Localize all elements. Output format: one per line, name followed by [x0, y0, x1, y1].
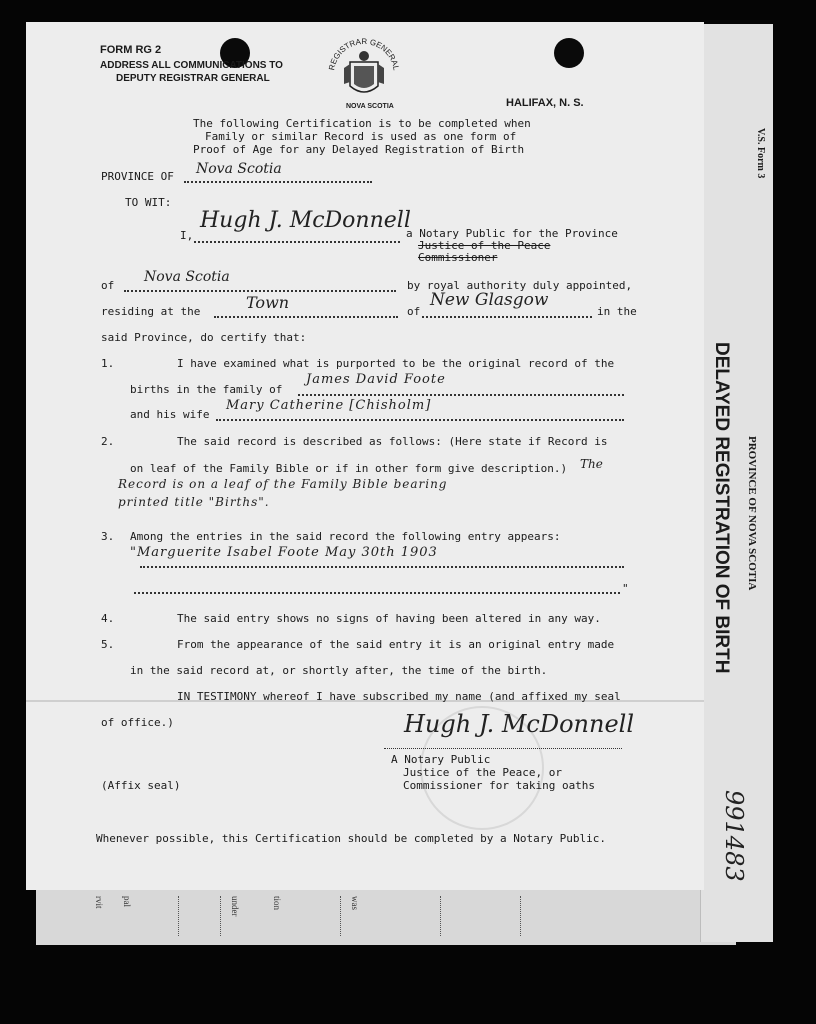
seal-bottom-text: NOVA SCOTIA [346, 103, 394, 110]
side-form-label: V.S. Form 3 [755, 128, 766, 179]
address-line-1: ADDRESS ALL COMMUNICATIONS TO [100, 60, 283, 71]
testimony-line1: IN TESTIMONY whereof I have subscribed my name (and affixed my seal [177, 690, 621, 703]
seal-top-text: REGISTRAR GENERAL [327, 36, 401, 71]
item1-line2-label: births in the family of [130, 383, 283, 396]
province-label: PROVINCE OF [101, 170, 174, 183]
side-title: DELAYED REGISTRATION OF BIRTH [711, 342, 732, 674]
item2-line2: on leaf of the Family Bible or if in other form give description.) [130, 462, 568, 475]
dotted-line [124, 290, 396, 292]
address-line-2: DEPUTY REGISTRAR GENERAL [116, 73, 270, 84]
residing-type: Town [246, 293, 290, 312]
sig-title-2: Justice of the Peace, or [403, 766, 562, 779]
notary-name-handwritten: Hugh J. McDonnell [200, 208, 411, 233]
item2-desc: Record is on a leaf of the Family Bible bearing [118, 477, 448, 491]
item1-line1: I have examined what is purported to be the original record of the [177, 357, 615, 370]
birth-entry: "Marguerite Isabel Foote May 30th 1903 [130, 545, 438, 560]
item2-desc: The [580, 457, 603, 471]
back-fragment: was [350, 896, 360, 910]
testimony-line2: of office.) [101, 716, 174, 729]
dotted-line [184, 181, 372, 183]
said-province: said Province, do certify that: [101, 331, 307, 344]
registrar-seal [322, 30, 406, 114]
back-fragment: under [230, 896, 240, 917]
side-province: PROVINCE OF NOVA SCOTIA [746, 436, 758, 591]
notary-option: a Notary Public for the Province [406, 227, 618, 240]
intro-line: Proof of Age for any Delayed Registration of Birth [193, 143, 525, 156]
column-rule [440, 896, 441, 936]
side-registration-number: 991483 [720, 790, 748, 882]
item-number: 5. [101, 638, 115, 651]
commissioner-option-struck: Commissioner [418, 251, 498, 264]
sig-title-1: A Notary Public [391, 753, 491, 766]
signature-line [384, 748, 622, 749]
column-rule [340, 896, 341, 936]
item-number: 3. [101, 530, 115, 543]
item5-line2: in the said record at, or shortly after, the time of the birth. [130, 664, 548, 677]
back-fragment: tion [272, 896, 282, 911]
of-value: Nova Scotia [144, 269, 230, 285]
to-wit: TO WIT: [125, 196, 172, 209]
intro-line: Family or similar Record is used as one form of [205, 130, 517, 143]
item5-line1: From the appearance of the said entry it is an original entry made [177, 638, 615, 651]
item3-line1: Among the entries in the said record the following entry appears: [130, 530, 561, 543]
back-fragment: rvit [94, 896, 104, 909]
place-heading: HALIFAX, N. S. [506, 97, 584, 109]
signature: Hugh J. McDonnell [404, 710, 635, 738]
punch-hole [554, 38, 584, 68]
father-name: James David Foote [306, 372, 446, 387]
dotted-line [194, 241, 400, 243]
item2-desc: printed title "Births". [118, 495, 270, 509]
item4-text: The said entry shows no signs of having been altered in any way. [177, 612, 601, 625]
dotted-line [298, 394, 624, 396]
mother-name: Mary Catherine [Chisholm] [226, 398, 432, 413]
jp-option-struck: Justice of the Peace [418, 239, 551, 252]
sig-title-3: Commissioner for taking oaths [403, 779, 596, 792]
of2-label: of [407, 305, 421, 318]
item-number: 4. [101, 612, 115, 625]
dotted-line [134, 592, 620, 594]
i-label: I, [180, 229, 194, 242]
dotted-line [140, 566, 624, 568]
column-rule [520, 896, 521, 936]
affix-seal: (Affix seal) [101, 779, 181, 792]
of-label: of [101, 279, 115, 292]
dotted-line [214, 316, 398, 318]
dotted-line [216, 419, 624, 421]
intro-line: The following Certification is to be completed when [193, 117, 531, 130]
item-number: 1. [101, 357, 115, 370]
column-rule [220, 896, 221, 936]
item1-line3-label: and his wife [130, 408, 210, 421]
in-the: in the [597, 305, 637, 318]
residing-place: New Glasgow [430, 290, 549, 310]
close-quote: " [622, 582, 629, 595]
residing-label: residing at the [101, 305, 201, 318]
footer-note: Whenever possible, this Certification should be completed by a Notary Public. [96, 832, 606, 845]
province-value: Nova Scotia [196, 161, 282, 177]
royal-authority: by royal authority duly appointed, [407, 279, 633, 292]
dotted-line [422, 316, 592, 318]
form-number: FORM RG 2 [100, 44, 162, 56]
column-rule [178, 896, 179, 936]
item2-line1: The said record is described as follows: (Here state if Record is [177, 435, 608, 448]
back-fragment: pal [122, 896, 132, 907]
item-number: 2. [101, 435, 115, 448]
